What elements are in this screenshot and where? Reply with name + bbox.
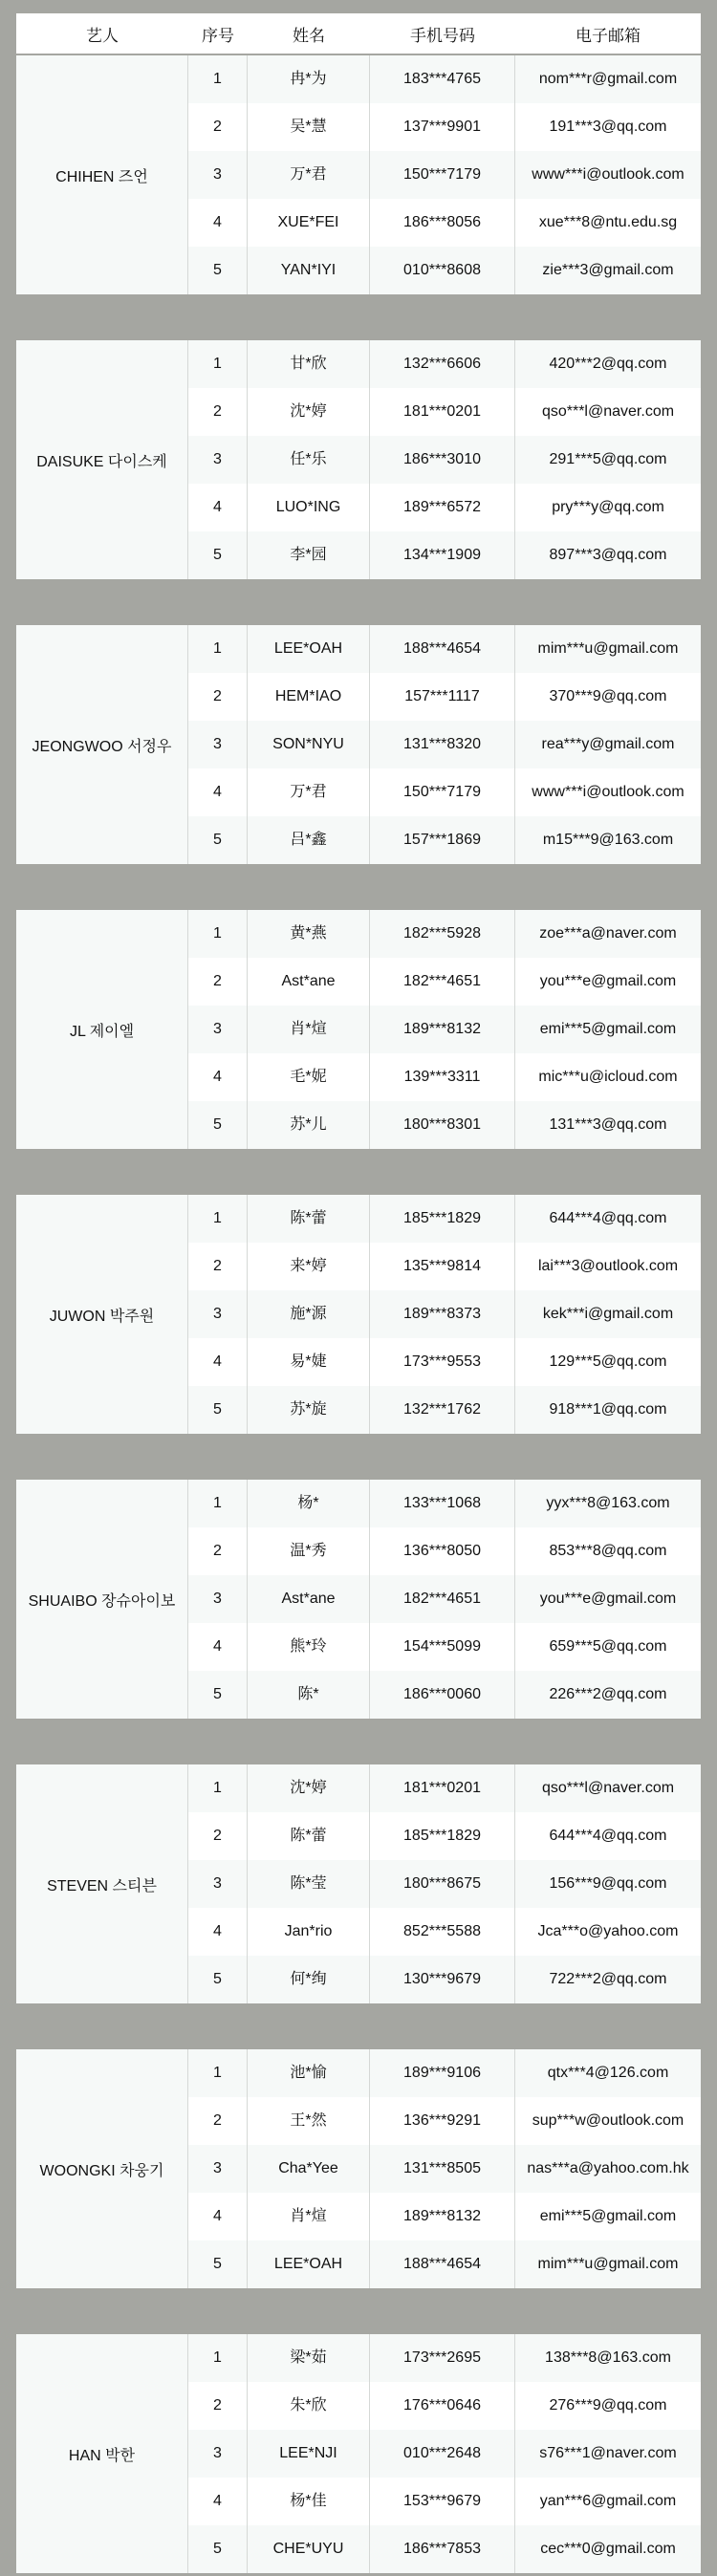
row-index: 4 [188, 199, 248, 247]
row-name: LEE*NJI [248, 2430, 370, 2478]
table-row [188, 625, 701, 673]
table-row [188, 2525, 701, 2573]
artist-group [16, 2334, 701, 2573]
row-index: 5 [188, 247, 248, 294]
row-phone: 150***7179 [370, 768, 515, 816]
artist-name: JL 제이엘 [16, 910, 188, 1149]
header-index: 序号 [202, 26, 234, 45]
row-email: www***i@outlook.com [532, 784, 684, 800]
row-email: emi***5@gmail.com [539, 2208, 677, 2224]
header-artist: 艺人 [86, 26, 119, 45]
row-name: 陈*蕾 [248, 1812, 370, 1860]
row-email: 191***3@qq.com [549, 119, 667, 135]
row-email: 644***4@qq.com [549, 1210, 667, 1226]
row-email: 291***5@qq.com [549, 451, 667, 467]
table-row [188, 340, 701, 388]
artist-group [16, 1764, 701, 2003]
row-name: 肖*煊 [248, 2193, 370, 2240]
row-index: 2 [188, 1243, 248, 1290]
table-row [188, 1101, 701, 1149]
row-email: 420***2@qq.com [549, 356, 667, 372]
artist-name: DAISUKE 다이스케 [16, 340, 188, 579]
row-phone: 139***3311 [370, 1053, 515, 1101]
row-index: 5 [188, 1956, 248, 2003]
row-email: 722***2@qq.com [549, 1971, 667, 1987]
row-email: cec***0@gmail.com [540, 2541, 676, 2557]
row-email: yyx***8@163.com [546, 1495, 670, 1511]
row-name: 吴*慧 [248, 103, 370, 151]
row-email: you***e@gmail.com [539, 973, 677, 989]
row-name: 杨*佳 [248, 2478, 370, 2525]
artist-rows [188, 625, 701, 864]
row-name: 王*然 [248, 2097, 370, 2145]
row-email: qso***l@naver.com [541, 1780, 675, 1796]
row-name: LEE*OAH [248, 625, 370, 673]
row-email: 131***3@qq.com [549, 1116, 667, 1133]
row-phone: 186***3010 [370, 436, 515, 484]
artist-rows [188, 2049, 701, 2288]
row-email: m15***9@163.com [542, 832, 674, 848]
row-email: 644***4@qq.com [549, 1828, 667, 1844]
row-phone: 186***8056 [370, 199, 515, 247]
row-name: 吕*鑫 [248, 816, 370, 864]
row-email: lai***3@outlook.com [537, 1258, 679, 1274]
row-index: 2 [188, 673, 248, 721]
artist-rows [188, 910, 701, 1149]
artist-name: HAN 박한 [16, 2334, 188, 2573]
row-index: 3 [188, 721, 248, 768]
table-row [188, 1623, 701, 1671]
row-name: HEM*IAO [248, 673, 370, 721]
table-row [188, 958, 701, 1006]
row-email: 276***9@qq.com [549, 2397, 667, 2414]
table-row [188, 484, 701, 531]
row-email: rea***y@gmail.com [541, 736, 675, 752]
row-phone: 183***4765 [370, 55, 515, 103]
row-name: 池*愉 [248, 2049, 370, 2097]
row-email: mic***u@icloud.com [538, 1069, 678, 1085]
row-email: www***i@outlook.com [532, 166, 684, 183]
row-index: 1 [188, 2334, 248, 2382]
row-name: Ast*ane [248, 1575, 370, 1623]
row-name: 万*君 [248, 151, 370, 199]
row-email: zie***3@gmail.com [542, 262, 674, 278]
row-phone: 185***1829 [370, 1195, 515, 1243]
artist-rows [188, 1764, 701, 2003]
row-email: mim***u@gmail.com [537, 640, 679, 657]
row-name: SON*NYU [248, 721, 370, 768]
row-phone: 189***6572 [370, 484, 515, 531]
row-email: s76***1@naver.com [539, 2445, 677, 2461]
row-index: 4 [188, 2478, 248, 2525]
row-phone: 131***8505 [370, 2145, 515, 2193]
row-name: 毛*妮 [248, 1053, 370, 1101]
row-name: 施*源 [248, 1290, 370, 1338]
row-index: 1 [188, 2049, 248, 2097]
row-index: 4 [188, 1053, 248, 1101]
row-phone: 173***2695 [370, 2334, 515, 2382]
row-email: nas***a@yahoo.com.hk [527, 2160, 689, 2176]
table-row [188, 151, 701, 199]
row-name: 苏*儿 [248, 1101, 370, 1149]
row-phone: 185***1829 [370, 1812, 515, 1860]
table-row [188, 1290, 701, 1338]
row-phone: 180***8675 [370, 1860, 515, 1908]
table-row [188, 2145, 701, 2193]
row-name: Cha*Yee [248, 2145, 370, 2193]
row-email: nom***r@gmail.com [538, 71, 678, 87]
row-phone: 130***9679 [370, 1956, 515, 2003]
row-phone: 010***8608 [370, 247, 515, 294]
row-index: 4 [188, 484, 248, 531]
row-phone: 157***1869 [370, 816, 515, 864]
table-row [188, 1671, 701, 1719]
row-name: 陈*莹 [248, 1860, 370, 1908]
row-index: 5 [188, 1101, 248, 1149]
table-row [188, 2478, 701, 2525]
row-phone: 186***0060 [370, 1671, 515, 1719]
row-name: 陈*蕾 [248, 1195, 370, 1243]
row-phone: 186***7853 [370, 2525, 515, 2573]
row-email: yan***6@gmail.com [539, 2493, 677, 2509]
row-name: YAN*IYI [248, 247, 370, 294]
row-name: 冉*为 [248, 55, 370, 103]
row-index: 1 [188, 1480, 248, 1527]
table-row [188, 2382, 701, 2430]
row-name: 万*君 [248, 768, 370, 816]
table-row [188, 199, 701, 247]
row-index: 5 [188, 1386, 248, 1434]
row-name: 苏*旋 [248, 1386, 370, 1434]
row-index: 1 [188, 55, 248, 103]
row-name: 梁*茹 [248, 2334, 370, 2382]
row-phone: 181***0201 [370, 388, 515, 436]
row-index: 2 [188, 1812, 248, 1860]
row-name: LUO*ING [248, 484, 370, 531]
table-row [188, 1386, 701, 1434]
row-phone: 182***5928 [370, 910, 515, 958]
row-index: 1 [188, 1195, 248, 1243]
row-name: 朱*欣 [248, 2382, 370, 2430]
row-email: zoe***a@naver.com [539, 925, 677, 942]
header-phone: 手机号码 [410, 26, 475, 45]
table-row [188, 436, 701, 484]
row-index: 4 [188, 768, 248, 816]
table-row [188, 1812, 701, 1860]
row-index: 5 [188, 2240, 248, 2288]
row-name: 李*园 [248, 531, 370, 579]
artist-name: JEONGWOO 서정우 [16, 625, 188, 864]
row-phone: 188***4654 [370, 625, 515, 673]
table-row [188, 1860, 701, 1908]
row-index: 4 [188, 1623, 248, 1671]
table-row [188, 2097, 701, 2145]
row-index: 1 [188, 910, 248, 958]
row-name: 熊*玲 [248, 1623, 370, 1671]
row-phone: 189***8132 [370, 2193, 515, 2240]
table-row [188, 388, 701, 436]
row-phone: 182***4651 [370, 1575, 515, 1623]
row-phone: 137***9901 [370, 103, 515, 151]
artist-group [16, 1480, 701, 1719]
row-email: pry***y@qq.com [552, 499, 664, 515]
row-phone: 136***9291 [370, 2097, 515, 2145]
artist-group [16, 625, 701, 864]
row-index: 1 [188, 340, 248, 388]
row-index: 3 [188, 2430, 248, 2478]
row-email: emi***5@gmail.com [539, 1021, 677, 1037]
row-index: 4 [188, 2193, 248, 2240]
row-email: 138***8@163.com [545, 2349, 671, 2366]
row-phone: 182***4651 [370, 958, 515, 1006]
row-name: Jan*rio [248, 1908, 370, 1956]
row-phone: 188***4654 [370, 2240, 515, 2288]
row-email: xue***8@ntu.edu.sg [538, 214, 678, 230]
table-header [16, 13, 701, 54]
row-phone: 134***1909 [370, 531, 515, 579]
row-email: kek***i@gmail.com [542, 1306, 674, 1322]
artist-rows [188, 55, 701, 294]
artist-group [16, 2049, 701, 2288]
row-name: 沈*婷 [248, 1764, 370, 1812]
row-phone: 132***6606 [370, 340, 515, 388]
row-phone: 133***1068 [370, 1480, 515, 1527]
row-name: 沈*婷 [248, 388, 370, 436]
table-row [188, 910, 701, 958]
artist-name: SHUAIBO 장슈아이보 [16, 1480, 188, 1719]
row-index: 2 [188, 2382, 248, 2430]
table-row [188, 1908, 701, 1956]
table-row [188, 1575, 701, 1623]
table-row [188, 673, 701, 721]
artist-group [16, 55, 701, 294]
row-index: 2 [188, 388, 248, 436]
artist-rows [188, 2334, 701, 2573]
row-phone: 157***1117 [370, 673, 515, 721]
row-name: 温*秀 [248, 1527, 370, 1575]
row-phone: 136***8050 [370, 1527, 515, 1575]
row-email: you***e@gmail.com [539, 1591, 677, 1607]
row-phone: 154***5099 [370, 1623, 515, 1671]
row-phone: 173***9553 [370, 1338, 515, 1386]
artist-name: WOONGKI 차웅기 [16, 2049, 188, 2288]
row-index: 2 [188, 958, 248, 1006]
row-index: 5 [188, 531, 248, 579]
artist-name: CHIHEN 즈언 [16, 55, 188, 294]
row-index: 2 [188, 2097, 248, 2145]
row-phone: 189***8132 [370, 1006, 515, 1053]
header-email: 电子邮箱 [576, 26, 641, 45]
row-phone: 181***0201 [370, 1764, 515, 1812]
artist-rows [188, 1195, 701, 1434]
row-phone: 150***7179 [370, 151, 515, 199]
artist-rows [188, 1480, 701, 1719]
row-name: XUE*FEI [248, 199, 370, 247]
row-phone: 132***1762 [370, 1386, 515, 1434]
table-row [188, 816, 701, 864]
row-name: 肖*煊 [248, 1006, 370, 1053]
row-name: 甘*欣 [248, 340, 370, 388]
row-email: sup***w@outlook.com [532, 2112, 684, 2129]
table-row [188, 1243, 701, 1290]
artist-rows [188, 340, 701, 579]
row-index: 3 [188, 1290, 248, 1338]
row-name: CHE*UYU [248, 2525, 370, 2573]
row-name: 来*婷 [248, 1243, 370, 1290]
row-phone: 153***9679 [370, 2478, 515, 2525]
table-row [188, 55, 701, 103]
table-row [188, 768, 701, 816]
row-index: 4 [188, 1908, 248, 1956]
table-row [188, 247, 701, 294]
table-row [188, 103, 701, 151]
row-email: 659***5@qq.com [549, 1638, 667, 1655]
row-email: 129***5@qq.com [549, 1353, 667, 1370]
row-index: 4 [188, 1338, 248, 1386]
row-email: qso***l@naver.com [541, 403, 675, 420]
row-name: 何*绚 [248, 1956, 370, 2003]
row-index: 5 [188, 816, 248, 864]
row-index: 2 [188, 1527, 248, 1575]
row-phone: 852***5588 [370, 1908, 515, 1956]
row-name: 黄*燕 [248, 910, 370, 958]
table-row [188, 2430, 701, 2478]
row-index: 3 [188, 1860, 248, 1908]
table-row [188, 1956, 701, 2003]
row-email: qtx***4@126.com [547, 2065, 669, 2081]
row-name: 易*婕 [248, 1338, 370, 1386]
table-row [188, 2193, 701, 2240]
table-row [188, 721, 701, 768]
table-row [188, 2049, 701, 2097]
table-row [188, 1480, 701, 1527]
row-phone: 189***9106 [370, 2049, 515, 2097]
row-email: 853***8@qq.com [549, 1543, 667, 1559]
table-row [188, 1006, 701, 1053]
row-phone: 010***2648 [370, 2430, 515, 2478]
row-email: mim***u@gmail.com [537, 2256, 679, 2272]
table-row [188, 1195, 701, 1243]
row-phone: 135***9814 [370, 1243, 515, 1290]
table-row [188, 2334, 701, 2382]
table-row [188, 2240, 701, 2288]
row-index: 3 [188, 151, 248, 199]
row-email: 370***9@qq.com [549, 688, 667, 704]
row-index: 3 [188, 436, 248, 484]
row-index: 3 [188, 1575, 248, 1623]
artist-group [16, 910, 701, 1149]
artist-group [16, 1195, 701, 1434]
artist-group [16, 340, 701, 579]
header-name: 姓名 [293, 26, 325, 45]
row-email: 226***2@qq.com [549, 1686, 667, 1702]
row-index: 3 [188, 2145, 248, 2193]
row-email: 897***3@qq.com [549, 547, 667, 563]
row-phone: 180***8301 [370, 1101, 515, 1149]
row-index: 5 [188, 1671, 248, 1719]
table-row [188, 1053, 701, 1101]
row-name: 杨* [248, 1480, 370, 1527]
table-row [188, 1527, 701, 1575]
row-index: 1 [188, 625, 248, 673]
row-phone: 189***8373 [370, 1290, 515, 1338]
artist-name: STEVEN 스티븐 [16, 1764, 188, 2003]
row-index: 2 [188, 103, 248, 151]
artist-name: JUWON 박주원 [16, 1195, 188, 1434]
row-index: 5 [188, 2525, 248, 2573]
row-name: Ast*ane [248, 958, 370, 1006]
table-row [188, 531, 701, 579]
table-row [188, 1338, 701, 1386]
row-email: 918***1@qq.com [549, 1401, 667, 1418]
row-email: Jca***o@yahoo.com [537, 1923, 679, 1939]
row-index: 3 [188, 1006, 248, 1053]
row-name: 陈* [248, 1671, 370, 1719]
row-phone: 176***0646 [370, 2382, 515, 2430]
row-name: 任*乐 [248, 436, 370, 484]
row-email: 156***9@qq.com [549, 1875, 667, 1892]
row-phone: 131***8320 [370, 721, 515, 768]
table-row [188, 1764, 701, 1812]
row-index: 1 [188, 1764, 248, 1812]
row-name: LEE*OAH [248, 2240, 370, 2288]
